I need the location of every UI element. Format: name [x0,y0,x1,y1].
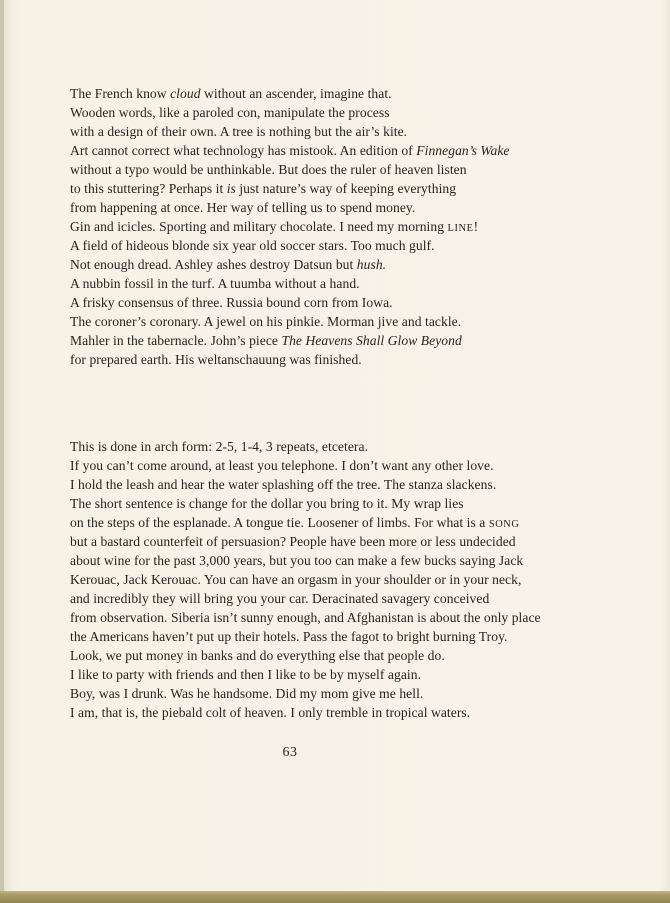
line-italic: hush. [356,257,387,272]
poem-line [70,684,541,703]
line-text: without an ascender, imagine that. [200,86,392,101]
binding-shadow [0,0,4,903]
line-text: ! [473,219,479,234]
poem-line [70,665,541,684]
line-text: I am, that is, the piebald colt of heaven. I only tremble in tropical waters. [70,705,471,720]
line-italic: is [226,181,236,196]
poem-line [70,646,541,665]
poem-line [70,532,541,551]
poem-line [70,217,510,236]
poem-line [70,84,510,103]
line-text: on the steps of the esplanade. A tongue tie. Loosener of limbs. For what is a [70,515,489,530]
line-text: Mahler in the tabernacle. John’s piece [70,333,282,348]
poem-line [70,236,510,255]
poem-line [70,293,510,312]
poem-line [70,179,510,198]
poem-line [70,122,510,141]
poem-line [70,456,541,475]
line-text: Wooden words, like a paroled con, manipulate the process [70,105,390,120]
line-text: and incredibly they will bring you your car. Deracinated savagery conceived [70,591,490,606]
page-number: 63 [282,745,298,760]
line-small-caps: LINE [447,223,474,234]
line-text: Kerouac, Jack Kerouac. You can have an orgasm in your shoulder or in your neck, [70,572,522,587]
poem-line [70,513,541,532]
line-text: I hold the leash and hear the water splashing off the tree. The stanza slackens. [70,477,497,492]
poem-line [70,103,510,122]
line-text: A nubbin fossil in the turf. A tuumba without a hand. [70,276,360,291]
line-text: The coroner’s coronary. A jewel on his pinkie. Morman jive and tackle. [70,314,462,329]
line-text: to this stuttering? Perhaps it [70,181,227,196]
poem-line [70,608,541,627]
line-text: from happening at once. Her way of telling us to spend money. [70,200,416,215]
poem-line [70,160,510,179]
poem-line [70,494,541,513]
line-text: without a typo would be unthinkable. But does the ruler of heaven listen [70,162,467,177]
poem-line [70,312,510,331]
poem-line [70,437,541,456]
line-text: with a design of their own. A tree is nothing but the air’s kite. [70,124,408,139]
poem-line [70,475,541,494]
line-small-caps: SONG [488,519,520,530]
line-text: from observation. Siberia isn’t sunny enough, and Afghanistan is about the only place [70,610,541,625]
line-text: I like to party with friends and then I like to be by myself again. [70,667,422,682]
line-text: A field of hideous blonde six year old soccer stars. Too much gulf. [70,238,435,253]
line-text: Art cannot correct what technology has mistook. An edition of [70,143,417,158]
line-text: A frisky consensus of three. Russia bound corn from Iowa. [70,295,393,310]
poem-line [70,331,510,350]
poem-line [70,703,541,722]
line-text: just nature’s way of keeping everything [235,181,457,196]
line-text: This is done in arch form: 2-5, 1-4, 3 repeats, etcetera. [70,439,369,454]
line-text: The French know [70,86,171,101]
poem-line [70,274,510,293]
page-bottom-edge [0,891,670,903]
line-text: the Americans haven’t put up their hotels. Pass the fagot to bright burning Troy. [70,629,508,644]
stanza-2 [70,437,541,722]
line-italic: The Heavens Shall Glow Beyond [281,333,462,348]
line-text: but a bastard counterfeit of persuasion? People have been more or less undecided [70,534,516,549]
line-text: If you can’t come around, at least you telephone. I don’t want any other love. [70,458,494,473]
line-italic: cloud [170,86,201,101]
line-text: Boy, was I drunk. Was he handsome. Did my mom give me hell. [70,686,424,701]
line-text: Not enough dread. Ashley ashes destroy Datsun but [70,257,357,272]
poem-line [70,551,541,570]
line-text: Gin and icicles. Sporting and military chocolate. I need my morning [70,219,448,234]
poem-line [70,589,541,608]
poem-line [70,255,510,274]
poem-line [70,627,541,646]
line-text: Look, we put money in banks and do everything else that people do. [70,648,445,663]
poem-line [70,198,510,217]
stanza-1 [70,84,510,369]
poem-line [70,141,510,160]
poem-line [70,570,541,589]
line-text: for prepared earth. His weltanschauung was finished. [70,352,362,367]
line-text: The short sentence is change for the dollar you bring to it. My wrap lies [70,496,464,511]
line-text: about wine for the past 3,000 years, but you too can make a few bucks saying Jack [70,553,524,568]
poem-line [70,350,510,369]
line-italic: Finnegan’s Wake [416,143,510,158]
